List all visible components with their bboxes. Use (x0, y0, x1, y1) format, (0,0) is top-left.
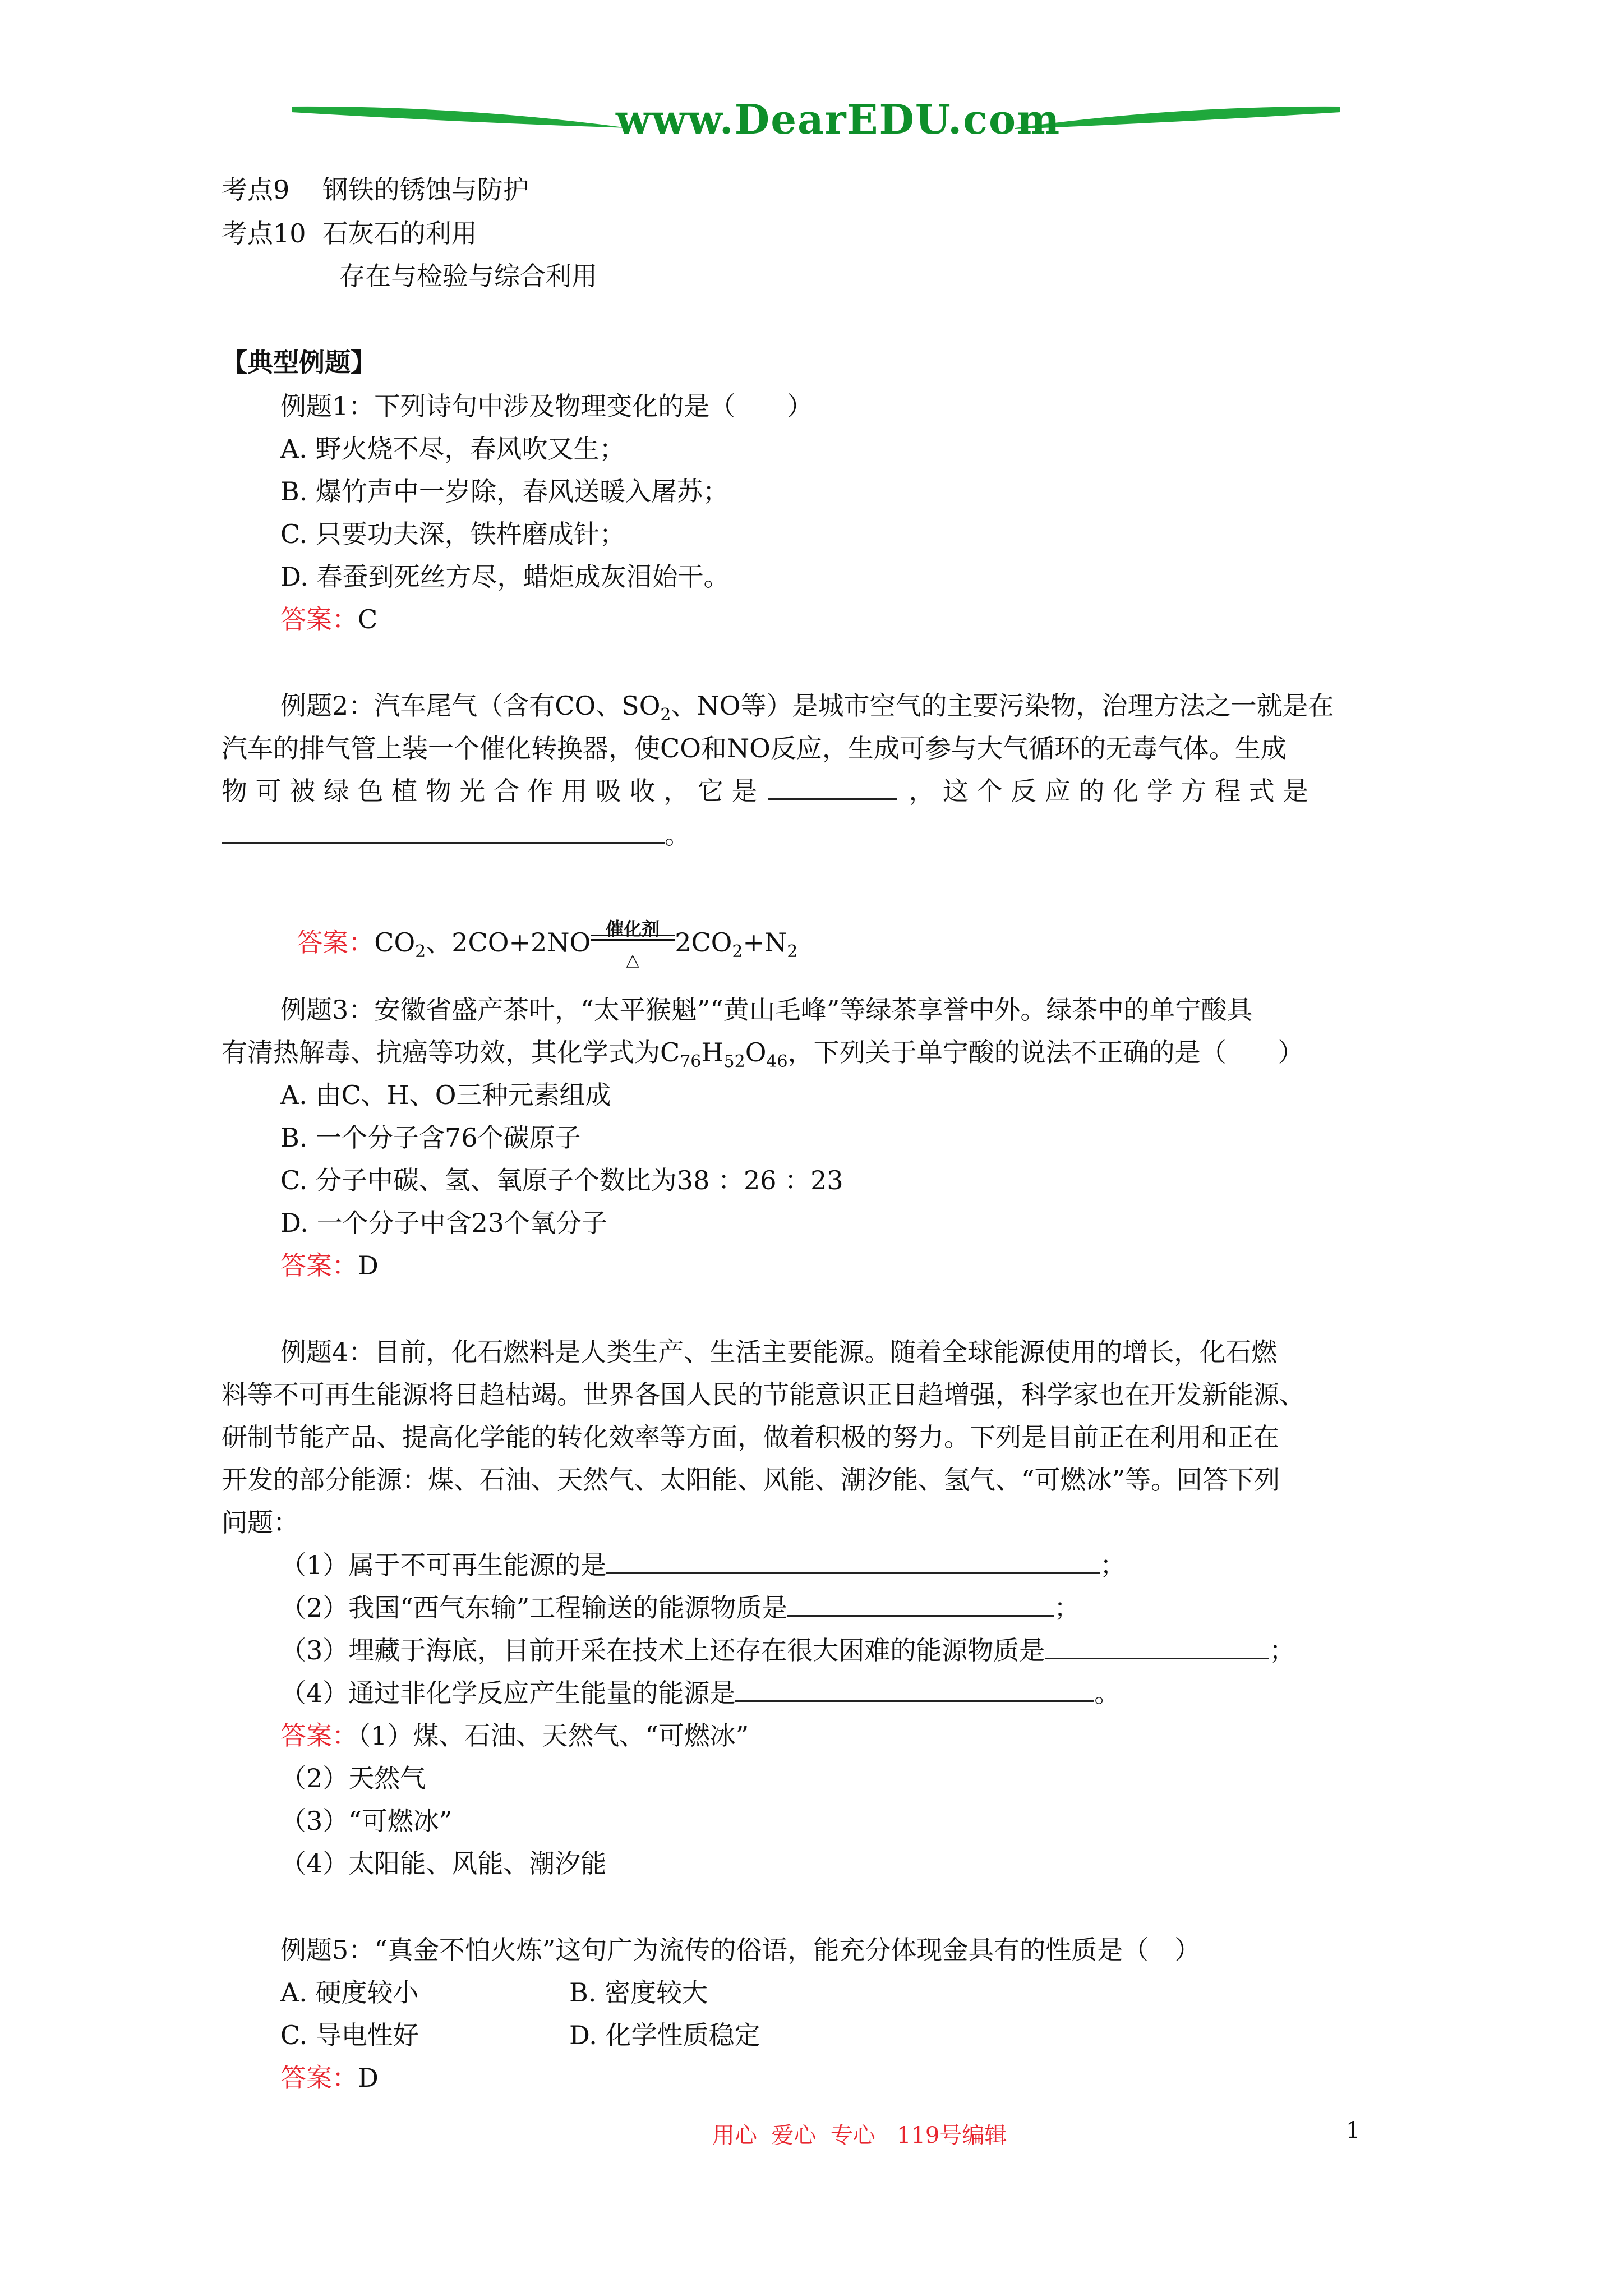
q1-option-c: C. 只要功夫深，铁杵磨成针； (280, 519, 625, 549)
answer-label: 答案： (280, 604, 358, 634)
answer-label: 答案： (280, 1720, 358, 1751)
answer-blank[interactable] (606, 1547, 1100, 1574)
q5-stem: 例题5：“真金不怕火炼”这句广为流传的俗语，能充分体现金具有的性质是（ ） (280, 1935, 1201, 1965)
header-swoosh-right (1015, 100, 1340, 139)
answer-blank[interactable] (787, 1589, 1054, 1617)
q5-option-b: B. 密度较大 (569, 1977, 708, 2008)
q1-option-a: A. 野火烧不尽，春风吹又生； (280, 434, 625, 464)
answer-value: C (358, 604, 378, 634)
q4-answer-3: （3）“可燃冰” (280, 1806, 453, 1836)
q1-answer (280, 598, 377, 641)
header-swoosh-left (292, 100, 628, 139)
q4-line5: 问题： (222, 1507, 299, 1538)
q4-sub3: （3）埋藏于海底，目前开采在技术上还存在很大困难的能源物质是 ； (280, 1629, 1295, 1672)
answer-label: 答案： (280, 1250, 358, 1281)
q2-line2: 汽车的排气管上装一个催化转换器，使CO和NO反应，生成可参与大气循环的无毒气体。生成 (222, 733, 1287, 763)
q5-option-c: C. 导电性好 (280, 2020, 419, 2050)
q2-line3: 物 可 被 绿 色 植 物 光 合 作 用 吸 收 ， 它 是 ， 这 个 反 应 的 化 学 方 程 式 是 (222, 770, 1308, 812)
topic-label: 考点9 (222, 174, 290, 205)
q4-line2: 料等不可再生能源将日趋枯竭。世界各国人民的节能意识正日趋增强，科学家也在开发新能源、 (222, 1379, 1305, 1410)
q4-sub4: （4）通过非化学反应产生能量的能源是 。 (280, 1672, 1120, 1714)
q4-line3: 研制节能产品、提高化学能的转化效率等方面，做着积极的努力。下列是目前正在利用和正在 (222, 1422, 1279, 1452)
q3-line2: 有清热解毒、抗癌等功效，其化学式为$C_{76}H_{52}O_{46}$，下列关于单宁酸的说法不正确的是（ ） (222, 1037, 1304, 1071)
q3-option-a: A. 由C、H、O三种元素组成 (280, 1080, 611, 1110)
answer-label: 答案： (297, 927, 375, 958)
q2-answer: 答案：$CO_2$、2CO+2NO 催化剂 △ $2CO_2+N_2$ (280, 878, 797, 964)
q4-answer-1: 答案：（1）煤、石油、天然气、“可燃冰” (280, 1720, 749, 1751)
answer-value: D (358, 2063, 379, 2093)
q4-sub1: （1）属于不可再生能源的是 ； (280, 1544, 1126, 1586)
page-number: 1 (1346, 2118, 1361, 2143)
q3-answer (280, 1244, 379, 1287)
topic-text: 钢铁的锈蚀与防护 (322, 174, 529, 205)
topic-text: 石灰石的利用 (322, 218, 477, 249)
q4-answer-4: （4）太阳能、风能、潮汐能 (280, 1848, 607, 1879)
footer-text: 用心 爱心 专心 119号编辑 (712, 2123, 1007, 2148)
topic-10 (222, 212, 477, 255)
answer-blank[interactable] (735, 1674, 1094, 1702)
q4-sub2: （2）我国“西气东输”工程输送的能源物质是 ； (280, 1586, 1080, 1629)
q3-option-d: D. 一个分子中含23个氧分子 (280, 1208, 608, 1238)
q1-option-b: B. 爆竹声中一岁除，春风送暖入屠苏； (280, 476, 729, 507)
q3-line1: 例题3：安徽省盛产茶叶，“太平猴魁”“黄山毛峰”等绿茶享誉中外。绿茶中的单宁酸具 (280, 995, 1253, 1025)
topic-continuation: 存在与检验与综合利用 (339, 261, 597, 291)
q4-line4: 开发的部分能源：煤、石油、天然气、太阳能、风能、潮汐能、氢气、“可燃冰”等。回答下列 (222, 1465, 1280, 1495)
condition-catalyst: 催化剂 (606, 918, 660, 940)
q2-line1: 例题2：汽车尾气（含有CO、$SO_2$、NO等）是城市空气的主要污染物，治理方法之一就是在 (280, 691, 1334, 725)
topic-label: 考点10 (222, 218, 306, 249)
reaction-arrow-icon (591, 918, 675, 970)
topic-9 (222, 168, 529, 211)
q2-line4: 。 (222, 813, 690, 856)
q3-option-b: B. 一个分子含76个碳原子 (280, 1122, 581, 1153)
q5-answer (280, 2056, 379, 2099)
section-title: 【典型例题】 (222, 347, 376, 378)
site-logo: www.DearEDU.com (616, 95, 1061, 143)
q5-option-a: A. 硬度较小 (280, 1977, 419, 2008)
condition-heat: △ (626, 950, 639, 970)
q4-answer-2: （2）天然气 (280, 1763, 426, 1793)
q4-line1: 例题4：目前，化石燃料是人类生产、生活主要能源。随着全球能源使用的增长，化石燃 (280, 1337, 1278, 1367)
q1-option-d: D. 春蚕到死丝方尽，蜡炬成灰泪始干。 (280, 562, 730, 592)
answer-value: D (358, 1250, 379, 1281)
answer-blank[interactable] (222, 816, 665, 844)
answer-blank[interactable] (768, 772, 897, 800)
q3-option-c: C. 分子中碳、氢、氧原子个数比为38 ：26 ：23 (280, 1165, 843, 1195)
q5-option-d: D. 化学性质稳定 (569, 2020, 760, 2050)
q1-stem: 例题1：下列诗句中涉及物理变化的是（ ） (280, 391, 813, 421)
answer-blank[interactable] (1045, 1632, 1269, 1659)
answer-label: 答案： (280, 2063, 358, 2093)
